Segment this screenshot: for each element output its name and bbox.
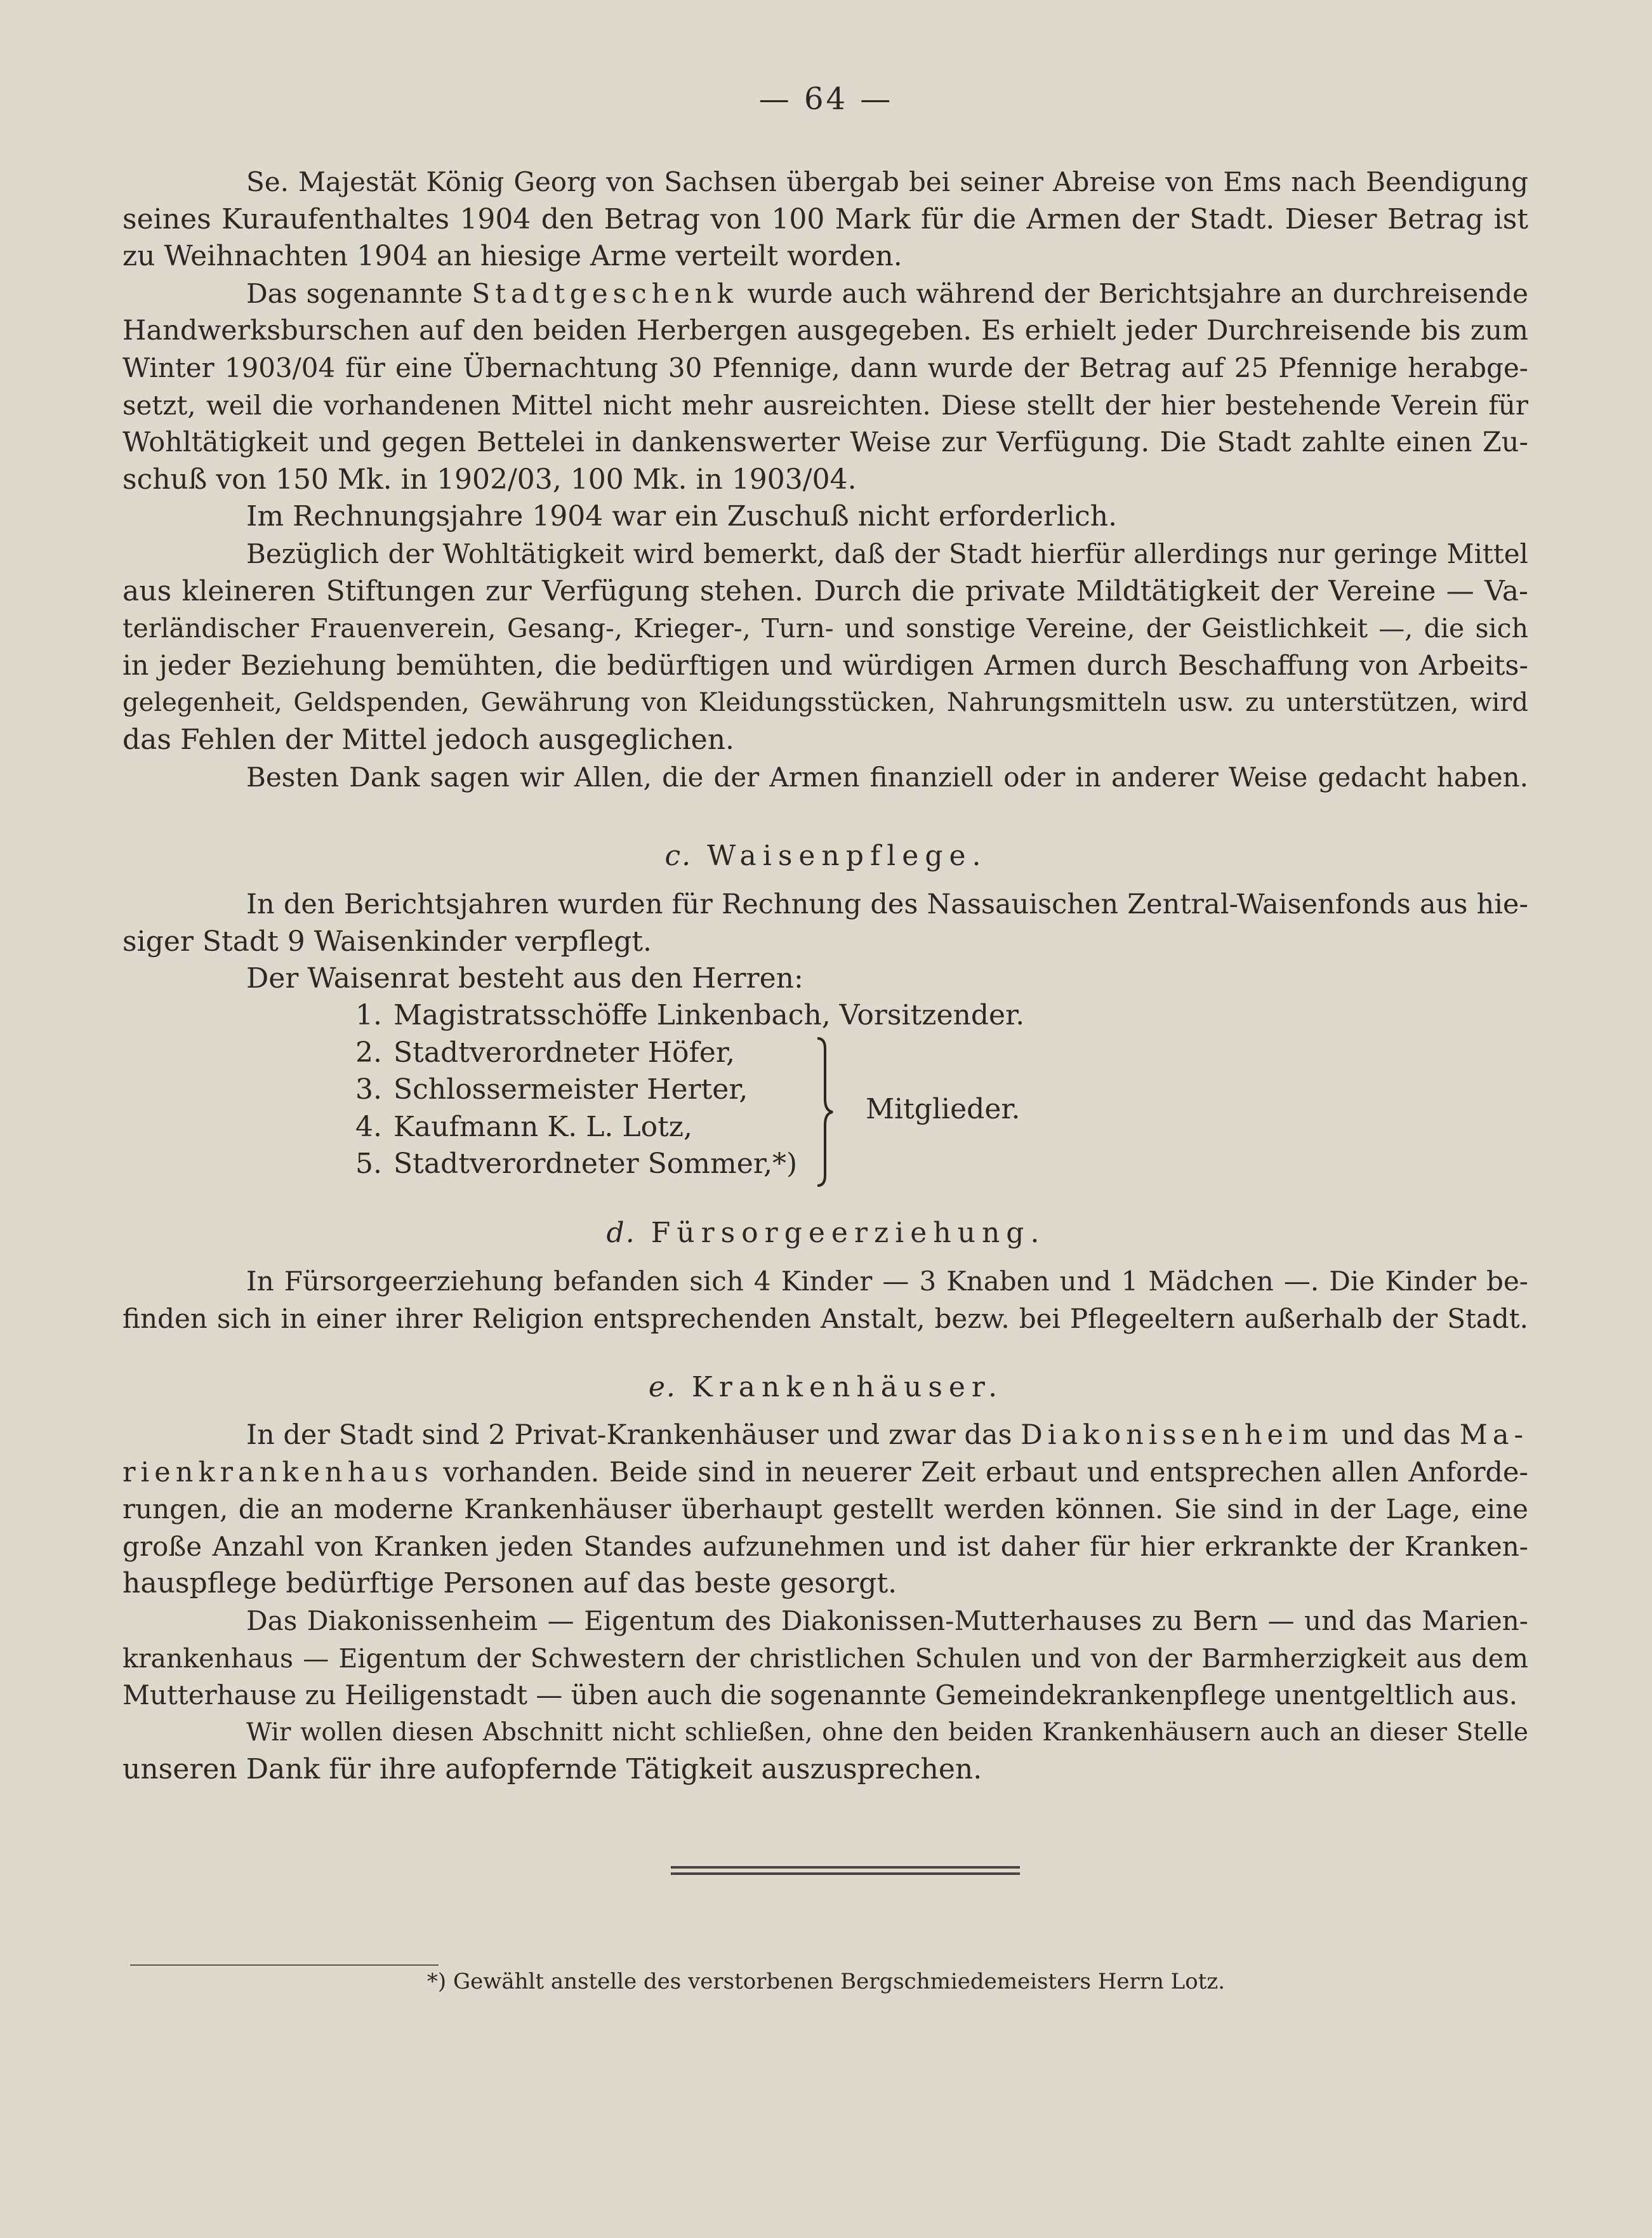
member-text: Kaufmann K. L. Lotz, bbox=[393, 1110, 692, 1143]
footnote: *) Gewählt anstelle des verstorbenen Bergschmiedemeisters Herrn Lotz. bbox=[426, 1969, 1226, 1994]
member-text: Stadtverordneter Höfer, bbox=[393, 1036, 736, 1069]
text-line bbox=[122, 1417, 1528, 1454]
group-label-mitglieder: Mitglieder. bbox=[866, 1093, 1021, 1125]
page-number: — 64 — bbox=[758, 81, 894, 117]
text-line: seines Kuraufenthaltes 1904 den Betrag von 100 Mark für die Armen der Stadt. Dieser Betrag ist bbox=[122, 202, 1528, 235]
curly-brace bbox=[812, 1036, 838, 1188]
text-line: das Fehlen der Mittel jedoch ausgeglichen. bbox=[122, 723, 735, 756]
member-number: 1. bbox=[355, 999, 382, 1031]
spaced-term-diakonissenheim: Diakonissenheim bbox=[1021, 1419, 1333, 1451]
member-item bbox=[355, 1035, 1024, 1072]
section-heading-krankenhaeuser bbox=[0, 1371, 1652, 1403]
text-line: hauspflege bedürftige Personen auf das beste gesorgt. bbox=[122, 1567, 897, 1600]
text-line: große Anzahl von Kranken jeden Standes aufzunehmen und ist daher für hier erkrankte der Kranken- bbox=[122, 1530, 1528, 1562]
paragraph-block-krankenhaeuser bbox=[122, 1417, 1528, 1789]
section-divider bbox=[671, 1872, 1020, 1875]
text-line: Mutterhause zu Heiligenstadt — üben auch die sogenannte Gemeindekrankenpflege unentgeltlich aus. bbox=[122, 1679, 1518, 1711]
text-line: Bezüglich der Wohltätigkeit wird bemerkt, daß der Stadt hierfür allerdings nur geringe Mittel bbox=[246, 538, 1528, 569]
text-span: In der Stadt sind 2 Privat-Krankenhäuser und zwar das bbox=[246, 1419, 1012, 1451]
section-divider bbox=[671, 1866, 1020, 1869]
text-line: Wohltätigkeit und gegen Bettelei in dankenswerter Weise zur Verfügung. Die Stadt zahlte einen Zu- bbox=[122, 427, 1528, 459]
text-line: Winter 1903/04 für eine Übernachtung 30 Pfennige, dann wurde der Betrag auf 25 Pfennige herabge- bbox=[122, 352, 1528, 383]
member-number: 4. bbox=[355, 1110, 382, 1143]
text-line: Wir wollen diesen Abschnitt nicht schließen, ohne den beiden Krankenhäusern auch an dieser Stelle bbox=[246, 1718, 1528, 1747]
text-line: schuß von 150 Mk. in 1902/03, 100 Mk. in 1903/04. bbox=[122, 463, 857, 496]
text-line: in jeder Beziehung bemühten, die bedürftigen und würdigen Armen durch Beschaffung von Arbeits- bbox=[122, 649, 1528, 682]
member-list bbox=[355, 997, 1024, 1183]
section-heading-fuersorgeerziehung bbox=[0, 1217, 1652, 1249]
member-item bbox=[355, 997, 1024, 1035]
member-text: Schlossermeister Herter, bbox=[393, 1073, 748, 1106]
member-number: 5. bbox=[355, 1148, 382, 1181]
text-line bbox=[122, 1454, 1528, 1492]
section-label: d. bbox=[606, 1217, 636, 1249]
paragraph-block-fuersorge bbox=[122, 1263, 1528, 1337]
section-heading-waisenpflege bbox=[0, 840, 1652, 872]
text-line: Im Rechnungsjahre 1904 war ein Zuschuß nicht erforderlich. bbox=[246, 500, 1118, 533]
text-line: Besten Dank sagen wir Allen, die der Armen finanziell oder in anderer Weise gedacht haben. bbox=[246, 761, 1528, 793]
text-span: vorhanden. Beide sind in neuerer Zeit erbaut und entsprechen allen Anforde- bbox=[443, 1456, 1529, 1488]
member-number: 2. bbox=[355, 1036, 382, 1069]
text-line: unseren Dank für ihre aufopfernde Tätigkeit auszusprechen. bbox=[122, 1753, 982, 1786]
text-line: aus kleineren Stiftungen zur Verfügung stehen. Durch die private Mildtätigkeit der Vereine — Va- bbox=[122, 574, 1528, 607]
text-line: Das Diakonissenheim — Eigentum des Diakonissen-Mutterhauses zu Bern — und das Marien- bbox=[246, 1605, 1528, 1636]
section-label: e. bbox=[648, 1371, 677, 1403]
spaced-term-stadtgeschenk: Stadtgeschenk bbox=[472, 277, 739, 309]
text-line bbox=[122, 275, 1528, 313]
text-span: Das sogenannte bbox=[246, 277, 463, 309]
section-title: Krankenhäuser. bbox=[691, 1371, 1004, 1403]
text-line: In den Berichtsjahren wurden für Rechnung des Nassauischen Zentral-Waisenfonds aus hie- bbox=[246, 889, 1528, 920]
text-line: Handwerksburschen auf den beiden Herbergen ausgegeben. Es erhielt jeder Durchreisende bis zum bbox=[122, 315, 1528, 347]
text-line: finden sich in einer ihrer Religion entsprechenden Anstalt, bezw. bei Pflegeeltern außerhalb der Stadt. bbox=[122, 1302, 1528, 1334]
member-number: 3. bbox=[355, 1073, 382, 1106]
text-line: setzt, weil die vorhandenen Mittel nicht mehr ausreichten. Diese stellt der hier bestehende Verein für bbox=[122, 389, 1528, 421]
member-text: Stadtverordneter Sommer,*) bbox=[393, 1148, 798, 1181]
text-line: zu Weihnachten 1904 an hiesige Arme verteilt worden. bbox=[122, 240, 902, 273]
spaced-term-marienkrankenhaus: rienkrankenhaus bbox=[122, 1456, 433, 1488]
section-title: Fürsorgeerziehung. bbox=[651, 1217, 1046, 1249]
text-line: rungen, die an moderne Krankenhäuser überhaupt gestellt werden können. Sie sind in der Lage, eine bbox=[122, 1493, 1528, 1525]
footnote-rule bbox=[130, 1964, 439, 1966]
text-line: siger Stadt 9 Waisenkinder verpflegt. bbox=[122, 925, 652, 958]
member-text: Magistratsschöffe Linkenbach, Vorsitzender. bbox=[393, 999, 1025, 1031]
text-line: Der Waisenrat besteht aus den Herren: bbox=[246, 962, 803, 995]
text-line: krankenhaus — Eigentum der Schwestern der christlichen Schulen und von der Barmherzigkeit aus dem bbox=[122, 1643, 1528, 1674]
text-span: wurde auch während der Berichtsjahre an durchreisende bbox=[747, 277, 1528, 309]
section-title: Waisenpflege. bbox=[707, 840, 988, 872]
member-item bbox=[355, 1146, 1024, 1183]
text-span: und das bbox=[1342, 1419, 1451, 1451]
paragraph-block-intro bbox=[122, 164, 1528, 796]
section-label: c. bbox=[664, 840, 692, 872]
text-line: Se. Majestät König Georg von Sachsen übergab bei seiner Abreise von Ems nach Beendigung bbox=[246, 166, 1528, 197]
text-line: gelegenheit, Geldspenden, Gewährung von Kleidungsstücken, Nahrungsmitteln usw. zu unterstützen, wird bbox=[122, 688, 1528, 718]
paragraph-block-waisenpflege bbox=[122, 886, 1528, 998]
text-line: In Fürsorgeerziehung befanden sich 4 Kinder — 3 Knaben und 1 Mädchen —. Die Kinder be- bbox=[246, 1266, 1528, 1297]
spaced-term-marien: Ma- bbox=[1459, 1419, 1528, 1451]
text-line: terländischer Frauenverein, Gesang-, Krieger-, Turn- und sonstige Vereine, der Geistlichkeit —, die sich bbox=[122, 613, 1528, 644]
